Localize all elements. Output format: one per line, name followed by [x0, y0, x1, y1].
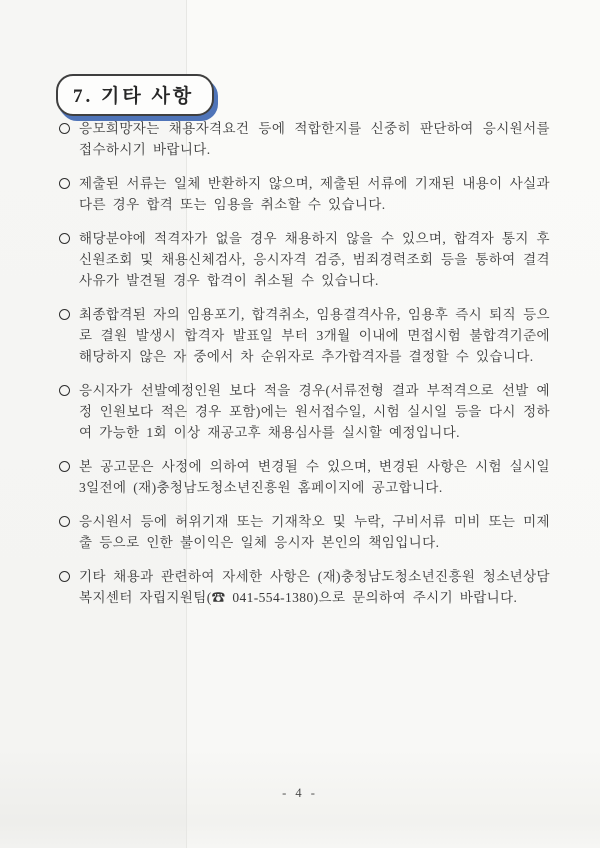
bullet-item [58, 456, 550, 498]
bullet-item [58, 380, 550, 443]
section-title: 7. 기타 사항 [56, 74, 214, 116]
bullet-text: 본 공고문은 사정에 의하여 변경될 수 있으며, 변경된 사항은 시험 실시일 3일전에 (재)충청남도청소년진흥원 홈페이지에 공고합니다. [79, 459, 550, 495]
circle-bullet-icon [59, 233, 70, 244]
bullet-list [58, 118, 550, 621]
bullet-item [58, 173, 550, 215]
bullet-text: 응시자가 선발예정인원 보다 적을 경우(서류전형 결과 부적격으로 선발 예정 인원보다 적은 경우 포함)에는 원서접수일, 시험 실시일 등을 다시 정하여 가능한 1회 이상 재공고후 채용심사를 실시할 예정입니다. [79, 383, 550, 440]
bullet-item [58, 118, 550, 160]
bullet-item [58, 228, 550, 291]
circle-bullet-icon [59, 123, 70, 134]
bullet-text: 기타 채용과 관련하여 자세한 사항은 (재)충청남도청소년진흥원 청소년상담복지센터 자립지원팀(☎ 041-554-1380)으로 문의하여 주시기 바랍니다. [79, 569, 550, 605]
circle-bullet-icon [59, 309, 70, 320]
circle-bullet-icon [59, 461, 70, 472]
bullet-text: 응모희망자는 채용자격요건 등에 적합한지를 신중히 판단하여 응시원서를 접수하시기 바랍니다. [79, 121, 550, 157]
page-number: - 4 - [282, 786, 318, 800]
circle-bullet-icon [59, 385, 70, 396]
circle-bullet-icon [59, 178, 70, 189]
bullet-item [58, 511, 550, 553]
bullet-text: 제출된 서류는 일체 반환하지 않으며, 제출된 서류에 기재된 내용이 사실과 다른 경우 합격 또는 임용을 취소할 수 있습니다. [79, 176, 550, 212]
circle-bullet-icon [59, 571, 70, 582]
bullet-text: 응시원서 등에 허위기재 또는 기재착오 및 누락, 구비서류 미비 또는 미제출 등으로 인한 불이익은 일체 응시자 본인의 책임입니다. [79, 514, 550, 550]
bullet-item [58, 304, 550, 367]
bullet-text: 해당분야에 적격자가 없을 경우 채용하지 않을 수 있으며, 합격자 통지 후 신원조회 및 채용신체검사, 응시자격 검증, 범죄경력조회 등을 통하여 결격사유가 발견될 경우 합격이 취소될 수 있습니다. [79, 231, 550, 288]
bullet-item [58, 566, 550, 608]
bullet-text: 최종합격된 자의 임용포기, 합격취소, 임용결격사유, 임용후 즉시 퇴직 등으로 결원 발생시 합격자 발표일 부터 3개월 이내에 면접시험 불합격기준에 해당하지 않은 자 중에서 차 순위자로 추가합격자를 결정할 수 있습니다. [79, 307, 550, 364]
circle-bullet-icon [59, 516, 70, 527]
